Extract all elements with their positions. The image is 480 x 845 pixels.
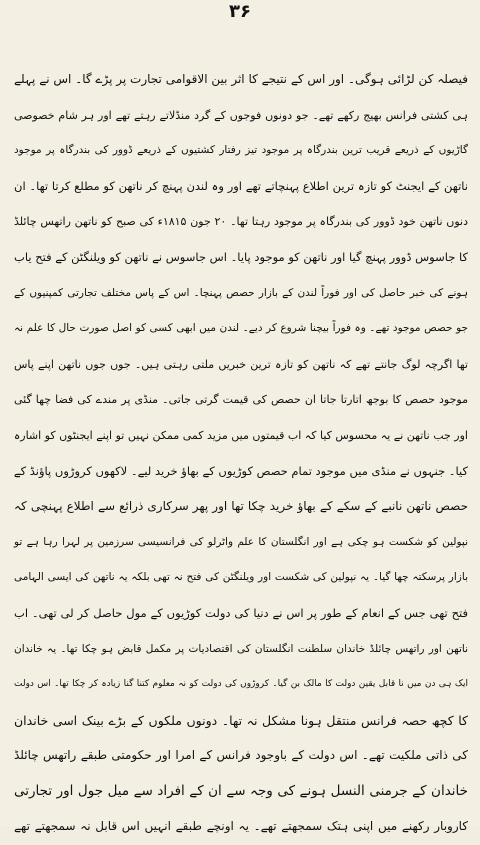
text-line: کا جاسوس ڈوور پہنچ گیا اور ناتھن کو موجود پایا۔ اس جاسوس نے ناتھن کو ویلنگٹن کے فتح یاب — [14, 249, 468, 264]
text-line: خاندان کے جرمنی النسل ہونے کی وجہ سے ان کے افراد سے میل جول اور تجارتی — [14, 782, 468, 799]
text-line: ناتھن کے ایجنٹ کو تازہ ترین اطلاع پہنچاتے تھے اور وہ لندن پہنچ کر ناتھن کو مطلع کرتا تھا۔ ان — [14, 178, 468, 193]
text-line: جو حصص موجود تھے۔ وہ فوراً بیچنا شروع کر دیے۔ لندن میں ابھی کسی کو اصل صورت حال کا علم نہ — [14, 322, 468, 335]
text-line: موجود حصص کا بوجھ اتارتا جاتا ان حصص کی قیمت گرتی جاتی۔ منڈی پر مندے کی فضا چھا گئی — [14, 393, 468, 407]
text-line: ایک ہی دن میں نا قابل یقین دولت کا مالک بن گیا۔ کروڑوں کی دولت کو نہ معلوم کتنا گنا زیادہ کر چکا تھا۔ اس دولت — [14, 679, 468, 690]
text-line: کیا۔ جنہوں نے منڈی میں موجود تمام حصص کوڑیوں کے بھاؤ خرید لیے۔ لاکھوں کروڑوں پاؤنڈ کے — [13, 463, 468, 478]
text-line: نپولین کو شکست ہو چکی ہے اور انگلستان کا علم واٹرلو کی فرانسیسی سرزمین پر لہرا رہا ہے تو — [14, 535, 468, 548]
text-line: فتح تھی جس کے انعام کے طور پر اس نے دنیا کی دولت کوڑیوں کے مول حاصل کر لی تھی۔ اب — [14, 605, 468, 620]
body-text — [14, 62, 468, 845]
text-line: دنوں ناتھن خود ڈوور کی بندرگاہ پر موجود رہتا تھا۔ ۲۰ جون ۱۸۱۵ء کی صبح کو ناتھن راتھس چائلڈ — [14, 215, 469, 229]
text-line: حصص ناتھن نانبے کے سکے کے بھاؤ خرید چکا تھا اور پھر سرکاری ذرائع سے اطلاع پہنچی کہ — [14, 499, 468, 514]
text-line: فیصلہ کن لڑائی ہوگی۔ اور اس کے نتیجے کا اثر بین الاقوامی تجارت پر پڑے گا۔ اس نے پہلے — [14, 72, 468, 86]
text-line: بازار پرسکتہ چھا گیا۔ یہ نپولین کی شکست اور ویلنگٹن کی فتح نہ تھی بلکہ یہ ناتھن کی ایسی الہامی — [14, 571, 468, 584]
page-number: ۳۶ — [229, 1, 251, 22]
text-line: کی ذاتی ملکیت تھے۔ اس دولت کے باوجود فرانس کے امرا اور حکومتی طبقے راتھس چائلڈ — [14, 748, 468, 763]
text-line: ناتھن اور راتھس چائلڈ خاندان سلطنت انگلستان کی اقتصادیات پر مکمل قابض ہو چکا تھا۔ یہ خاندان — [14, 642, 468, 655]
text-line: گاڑیوں کے ذریعے قریب ترین بندرگاہ پر موجود تیز رفتار کشتیوں کے ذریعے ڈوور کی بندرگاہ پر موجود — [14, 144, 468, 157]
text-line: کا کچھ حصہ فرانس منتقل ہونا مشکل نہ تھا۔ دونوں ملکوں کے بڑے بینک اسی خاندان — [14, 712, 468, 728]
text-line: ہونے کی خبر حاصل کی اور فوراً لندن کے بازار حصص پہنچا۔ اس کے پاس مختلف تجارتی کمپنیوں کے — [14, 286, 468, 299]
text-line: کاروبار رکھنے میں اپنی ہتک سمجھتے تھے۔ یہ اونچے طبقے انہیں اس قابل نہ سمجھتے تھے — [14, 819, 468, 834]
text-line: تھا اگرچہ لوگ جانتے تھے کہ ناتھن کو تازہ ترین خبریں ملتی رہتی ہیں۔ جوں جوں ناتھن اپنے پاس — [14, 357, 468, 371]
text-line: اور جب ناتھن نے یہ محسوس کیا کہ اب قیمتوں میں مزید کمی ممکن نہیں تو اپنے ایجنٹوں کو اشارہ — [13, 428, 468, 442]
text-line: ہی کشتی فرانس بھیج رکھے تھے۔ جو دونوں فوجوں کے گرد منڈلاتے رہتے تھے اور ہر شام خصوصی — [14, 108, 468, 122]
